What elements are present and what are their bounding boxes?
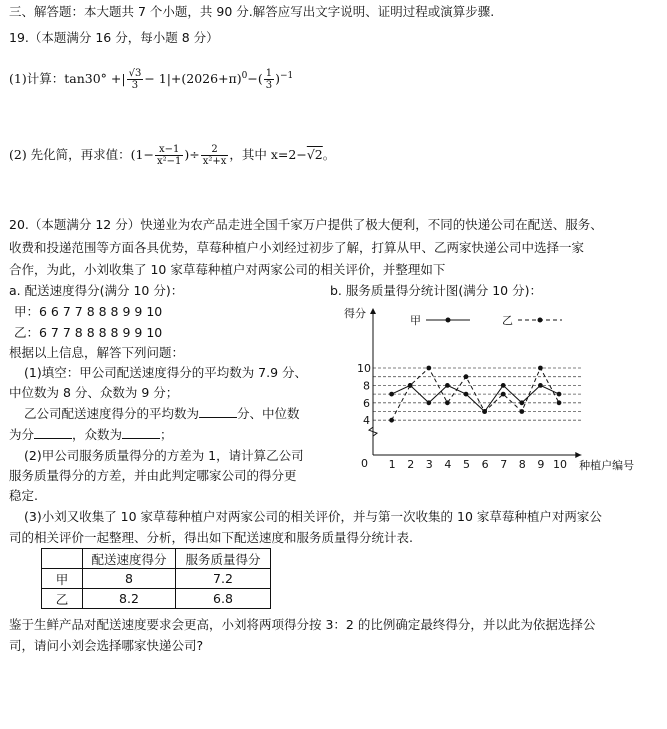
x-tick-label: 7: [500, 458, 508, 471]
q20-s3b: 司的相关评价一起整理、分析，得出如下配送速度和服务质量得分统计表.: [9, 530, 413, 545]
legend-marker: [538, 318, 543, 323]
q19-p1-label: (1)计算：: [9, 71, 65, 87]
data-point: [389, 418, 394, 423]
q20-ask: 根据以上信息，解答下列问题：: [9, 345, 185, 360]
y-axis-label: 得分: [344, 307, 366, 320]
q20-s2a: (2)甲公司服务质量得分的方差为 1，请计算乙公司: [24, 448, 304, 463]
data-point: [464, 392, 469, 397]
q19-p1-close: ): [275, 71, 281, 87]
data-point: [538, 383, 543, 388]
data-point: [557, 400, 562, 405]
q20-line2: 收费和投递范围等方面各具优势，草莓种植户小刘经过初步了解，打算从甲、乙两家快递公司中选择一家: [9, 240, 585, 255]
q20-line3: 合作，为此，小刘收集了 10 家草莓种植户对两家公司的相关评价，并整理如下: [9, 262, 446, 277]
fraction-one-third: $\frac{1}{3}$: [265, 68, 273, 92]
x-axis-arrow: [575, 452, 581, 458]
x-tick-label: 1: [388, 458, 396, 471]
table-header-cell: 服务质量得分: [176, 549, 271, 569]
q20-s1c: [24, 405, 300, 423]
y-tick-label: 6: [363, 396, 370, 410]
q19-p1-tan: tan30°: [64, 71, 107, 87]
q20-s1d-end: ；: [160, 427, 173, 442]
q20-final1: 鉴于生鲜产品对配送速度要求会更高，小刘将两项得分按 3：2 的比例确定最终得分，并以此为依据选择公: [9, 617, 596, 632]
data-point: [557, 392, 562, 397]
q20-b-title: b. 服务质量得分统计图(满分 10 分)：: [330, 283, 542, 298]
q20-s1c-post: 分、中位数: [237, 406, 300, 421]
q20-s2c: 稳定.: [9, 488, 38, 503]
origin-label: 0: [361, 457, 368, 470]
data-point: [501, 383, 506, 388]
x-tick-label: 10: [553, 458, 567, 471]
yi-speed-scores: 乙：6 7 7 8 8 8 8 9 9 10: [14, 325, 163, 340]
data-point: [482, 409, 487, 414]
table-cell: 6.8: [176, 589, 271, 609]
table-header-cell: [42, 549, 83, 569]
q20-s1a: (1)填空：甲公司配送速度得分的平均数为 7.9 分、: [24, 365, 308, 380]
table-cell: 8.2: [83, 589, 176, 609]
legend-marker: [446, 318, 451, 323]
data-point: [538, 366, 543, 371]
x-tick-label: 3: [425, 458, 433, 471]
blank-yi-mode[interactable]: [122, 426, 160, 439]
fraction-sqrt3-over-3: $\frac{√3}{3}$: [128, 68, 142, 92]
table-cell: 8: [83, 569, 176, 589]
table-cell: 7.2: [176, 569, 271, 589]
q20-s1d: [9, 426, 173, 444]
q19-header: 19.（本题满分 16 分，每小题 8 分）: [9, 30, 219, 45]
data-point: [519, 409, 524, 414]
q19-p2-sqrt: √2: [306, 147, 323, 162]
q20-s1b: 中位数为 8 分、众数为 9 分；: [9, 385, 179, 400]
data-point: [464, 374, 469, 379]
q19-part1: [9, 62, 293, 93]
data-point: [445, 400, 450, 405]
table-row: [42, 569, 271, 589]
q19-p1-mid: − 1|+(2026+π): [144, 71, 242, 87]
q19-p2-end: 。: [322, 147, 336, 162]
score-table: [41, 548, 271, 609]
data-point: [389, 392, 394, 397]
q19-part2: [9, 140, 335, 170]
q19-p1-exp0: 0: [241, 71, 248, 81]
x-tick-label: 2: [407, 458, 415, 471]
q19-p2-div: )÷: [184, 147, 200, 162]
q19-p2-tail: ，其中 x=2−: [229, 147, 307, 162]
table-header-cell: 配送速度得分: [83, 549, 176, 569]
y-tick-label: 8: [363, 379, 370, 393]
y-axis-arrow: [370, 308, 376, 314]
table-cell: 甲: [42, 569, 83, 589]
legend-label: 甲: [410, 314, 421, 327]
x-tick-label: 5: [463, 458, 470, 471]
q20-s1d-mid: ，众数为: [72, 427, 123, 442]
q20-line1: 20.（本题满分 12 分）快递业为农产品走进全国千家万户提供了极大便利，不同的快递公司在配送、服务、: [9, 217, 603, 232]
fraction-2-over-x2-x: $\frac{2}{\text{x²+x}}$: [202, 144, 227, 167]
legend-label: 乙: [502, 314, 513, 327]
x-axis-label: 种植户编号: [579, 459, 635, 472]
section-header: 三、解答题：本大题共 7 个小题，共 90 分.解答应写出文字说明、证明过程或演算步骤.: [9, 4, 495, 19]
q19-p1-exp: −1: [280, 71, 294, 81]
data-point: [501, 392, 506, 397]
data-point: [408, 383, 413, 388]
q20-s1c-pre: 乙公司配送速度得分的平均数为: [24, 406, 200, 421]
x-tick-label: 8: [518, 458, 526, 471]
blank-yi-median[interactable]: [34, 426, 72, 439]
q19-p1-plus: +|: [110, 71, 126, 87]
series-line-jia: [392, 385, 559, 411]
q19-p1-minus: −(: [247, 71, 263, 87]
data-point: [445, 383, 450, 388]
q20-s1d-pre: 为分: [9, 427, 35, 442]
fraction-x-1-over-x2-1: $\frac{x-1}{\text{x²−1}}$: [156, 144, 182, 167]
data-point: [519, 400, 524, 405]
table-cell: 乙: [42, 589, 83, 609]
blank-yi-mean[interactable]: [199, 405, 237, 418]
y-tick-label: 10: [357, 362, 371, 375]
x-tick-label: 9: [537, 458, 545, 471]
y-tick-label: 4: [363, 414, 370, 428]
table-row: [42, 589, 271, 609]
service-score-chart: [336, 302, 666, 480]
q19-p2-label: (2) 先化简，再求值：(1−: [9, 147, 154, 162]
jia-speed-scores: 甲：6 6 7 7 8 8 8 9 9 10: [14, 304, 163, 319]
q20-final2: 司，请问小刘会选择哪家快递公司?: [9, 638, 204, 653]
q20-a-title: a. 配送速度得分(满分 10 分)：: [9, 283, 184, 298]
data-point: [426, 400, 431, 405]
x-tick-label: 4: [444, 458, 452, 471]
q20-s2b: 服务质量得分的方差，并由此判定哪家公司的得分更: [9, 468, 297, 483]
table-header-row: [42, 549, 271, 569]
x-tick-label: 6: [481, 458, 489, 471]
data-point: [426, 366, 431, 371]
q20-s3a: (3)小刘又收集了 10 家草莓种植户对两家公司的相关评价，并与第一次收集的 10 家草莓种植户对两家公: [24, 509, 602, 524]
